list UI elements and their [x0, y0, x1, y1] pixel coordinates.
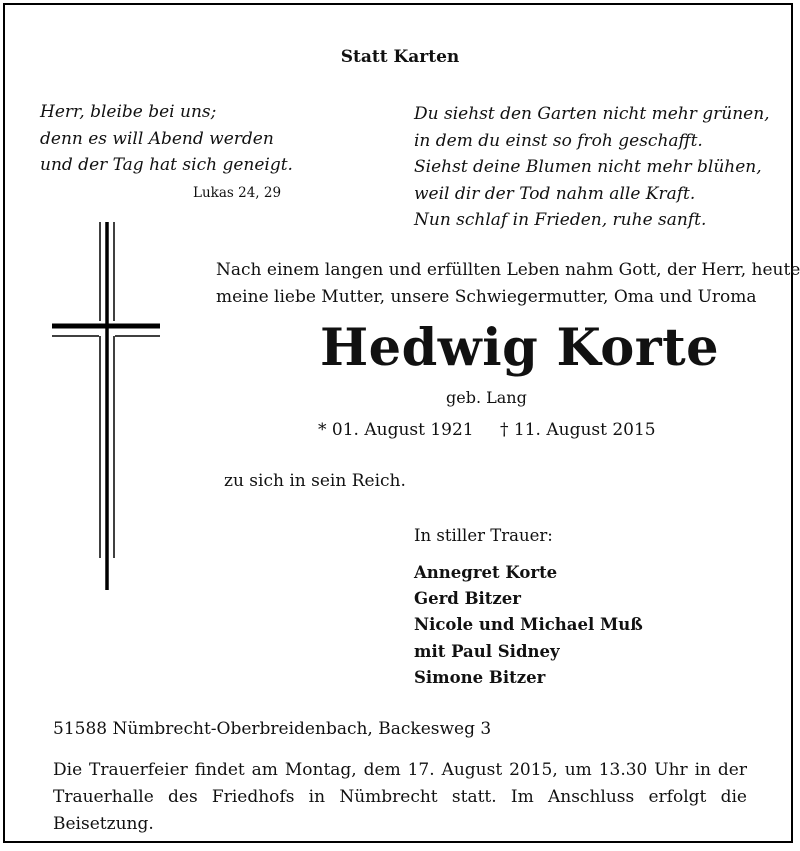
- birth-date: * 01. August 1921: [318, 420, 474, 440]
- funeral-info: Die Trauerfeier findet am Montag, dem 17. August 2015, um 13.30 Uhr in der Trauerhalle des Friedhofs in Nümbrecht statt. Im Anschluss erfolgt die Beisetzung.: [53, 760, 747, 834]
- verse-left-line: denn es will Abend werden: [40, 128, 274, 149]
- cross-icon: [52, 222, 162, 594]
- intro-line: meine liebe Mutter, unsere Schwiegermutter, Oma und Uroma: [216, 287, 757, 307]
- mourners-list: [414, 560, 643, 691]
- mourner-name: mit Paul Sidney: [414, 641, 560, 661]
- verse-right-line: in dem du einst so froh geschafft.: [414, 130, 703, 151]
- mourning-label: In stiller Trauer:: [414, 526, 553, 545]
- verse-left: [40, 99, 293, 179]
- intro-text: [216, 257, 800, 311]
- mourner-name: Annegret Korte: [414, 563, 558, 582]
- verse-left-line: Herr, bleibe bei uns;: [40, 102, 217, 122]
- intro-line: Nach einem langen und erfüllten Leben nahm Gott, der Herr, heute: [216, 260, 800, 280]
- mourner-name: Gerd Bitzer: [414, 589, 521, 609]
- verse-right-line: Siehst deine Blumen nicht mehr blühen,: [414, 157, 762, 177]
- verse-reference: Lukas 24, 29: [193, 185, 282, 201]
- maiden-name: geb. Lang: [446, 388, 527, 407]
- mourner-name: Simone Bitzer: [414, 667, 546, 687]
- deceased-name: Hedwig Korte: [320, 318, 720, 378]
- verse-right-line: Du siehst den Garten nicht mehr grünen,: [414, 104, 770, 124]
- verse-right-line: Nun schlaf in Frieden, ruhe sanft.: [414, 210, 707, 230]
- verse-right: [414, 101, 770, 234]
- death-date: † 11. August 2015: [500, 420, 656, 440]
- verse-left-line: und der Tag hat sich geneigt.: [40, 155, 293, 175]
- notice-header: Statt Karten: [340, 47, 460, 67]
- closing-text: zu sich in sein Reich.: [224, 471, 406, 491]
- mourner-name: Nicole und Michael Muß: [414, 615, 643, 635]
- address: 51588 Nümbrecht-Oberbreidenbach, Backesweg 3: [53, 719, 492, 739]
- verse-right-line: weil dir der Tod nahm alle Kraft.: [414, 183, 696, 204]
